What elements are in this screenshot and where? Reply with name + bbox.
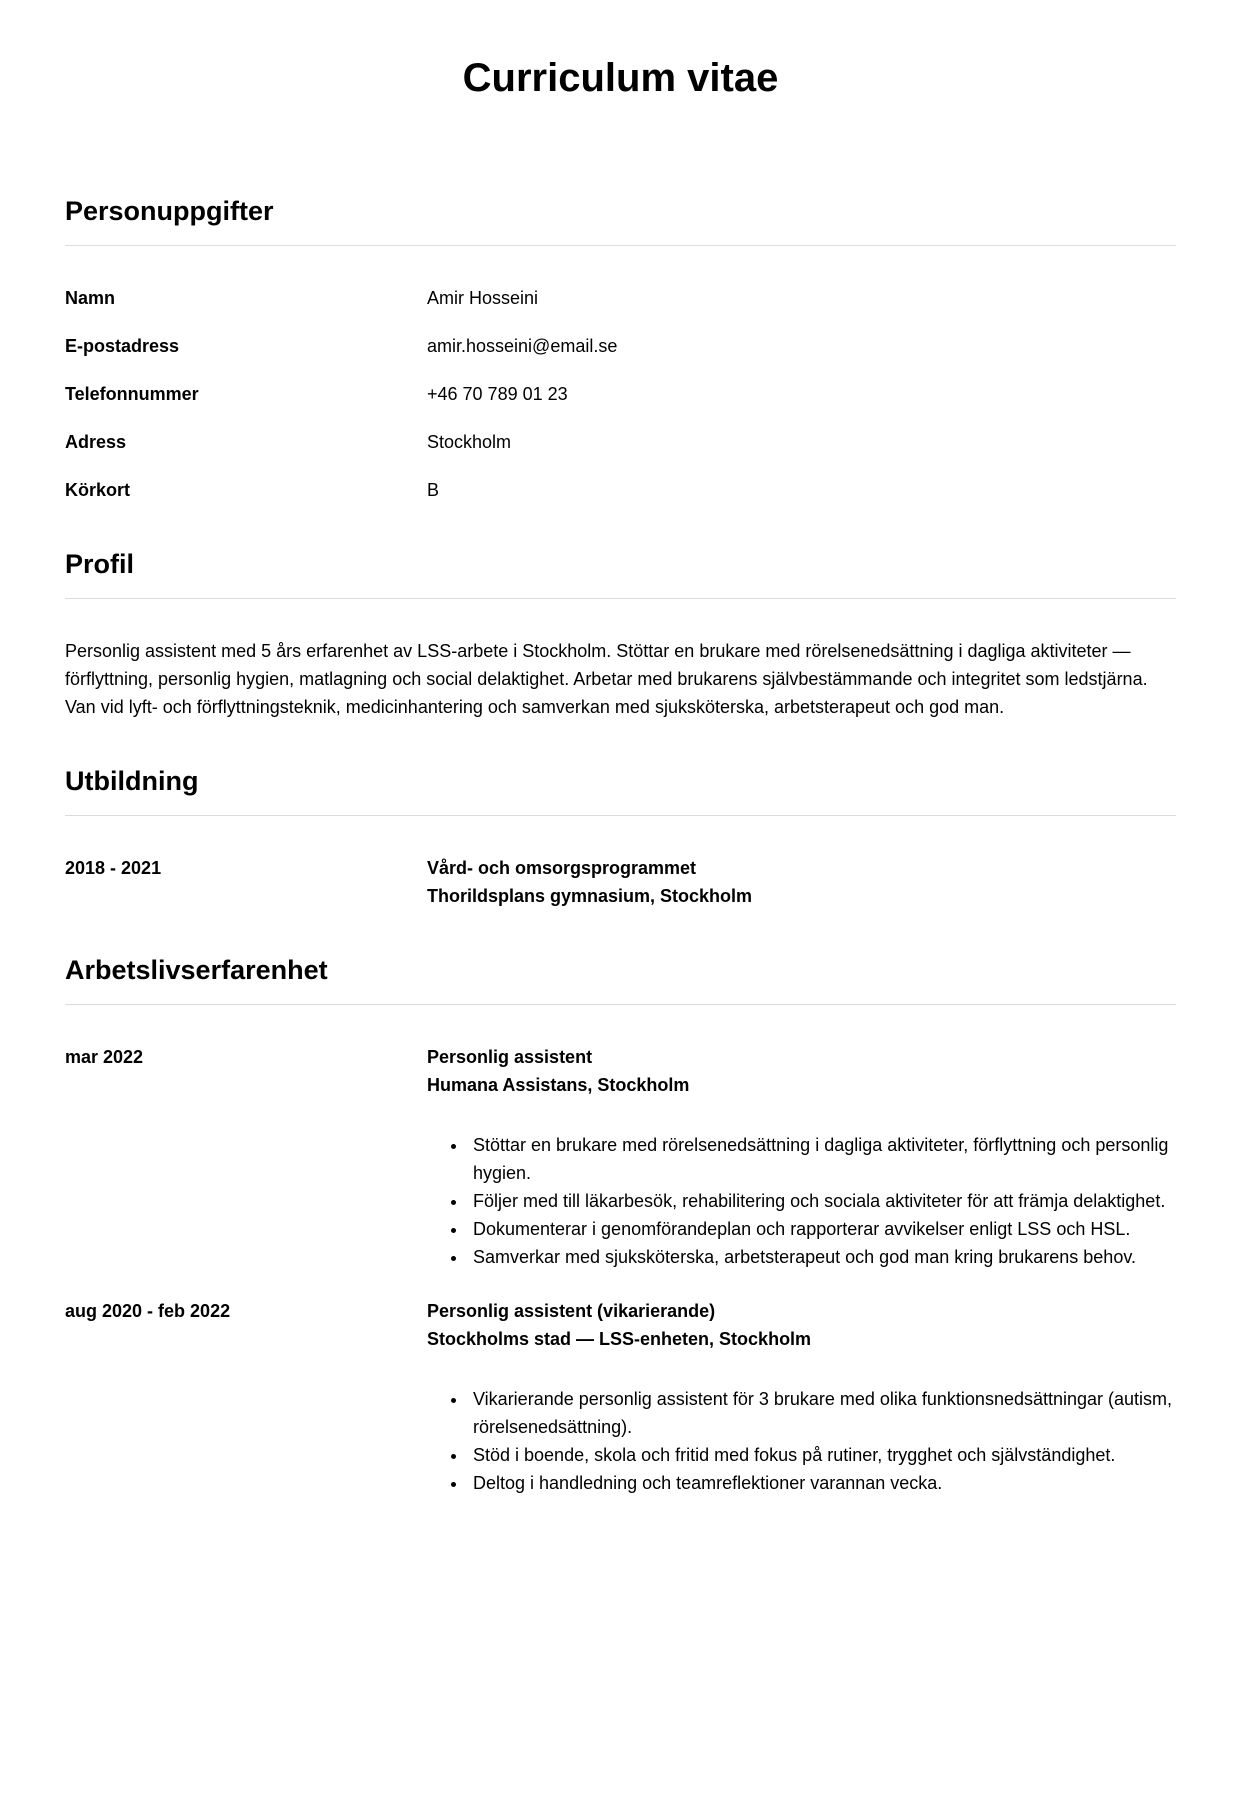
section-arbetslivserfarenhet — [65, 955, 1176, 1497]
field-value-korkort: B — [427, 480, 440, 500]
field-value-adress: Stockholm — [427, 432, 512, 452]
education-entry-period: 2018 - 2021 — [65, 858, 162, 878]
personal-row-epostadress — [65, 332, 1176, 360]
bullet-item: • Följer med till läkarbesök, rehabilitering och sociala aktiviteter för att främja delaktighet. — [468, 1187, 1176, 1215]
field-value-telefonnummer: +46 70 789 01 23 — [427, 384, 568, 404]
experience-entry-2-period: aug 2020 - feb 2022 — [65, 1301, 231, 1321]
experience-entry-2-title: Personlig assistent (vikarierande) — [427, 1301, 716, 1321]
personal-section-body — [65, 246, 1176, 504]
experience-section-heading: Arbetslivserfarenhet — [65, 955, 1176, 1005]
bullet-item: • Stöttar en brukare med rörelsenedsättning i dagliga aktiviteter, förflyttning och personlig hygien. — [468, 1131, 1176, 1187]
education-entry-main — [427, 854, 1176, 910]
bullet-item: • Deltog i handledning och teamreflektioner varannan vecka. — [468, 1469, 1176, 1497]
cv-document — [0, 55, 1241, 1497]
education-section-body — [65, 816, 1176, 910]
experience-section-body — [65, 1005, 1176, 1497]
bullet-item: • Samverkar med sjuksköterska, arbetsterapeut och god man kring brukarens behov. — [468, 1243, 1176, 1271]
personal-section-heading: Personuppgifter — [65, 196, 1176, 246]
experience-entry-2-bullets — [427, 1385, 1176, 1497]
field-label-adress: Adress — [65, 432, 127, 452]
section-personuppgifter — [65, 196, 1176, 504]
education-entry-title: Vård- och omsorgsprogrammet — [427, 858, 697, 878]
experience-entry-1-title: Personlig assistent — [427, 1047, 593, 1067]
experience-entry-1 — [65, 1043, 1176, 1271]
section-utbildning — [65, 766, 1176, 910]
experience-entry-2-main — [427, 1297, 1176, 1497]
experience-entry-1-period: mar 2022 — [65, 1047, 144, 1067]
profile-text: Personlig assistent med 5 års erfarenhet av LSS-arbete i Stockholm. Stöttar en brukare med rörelsenedsättning i dagliga aktiviteter — förflyttning, personlig hygien, matlagning och social delaktighet. Arbetar med brukarens självbestämmande och integritet som ledstjärna. Van vid lyft- och förflyttningsteknik, medicinhantering och samverkan med sjuksköterska, arbetsterapeut och god man. — [65, 641, 1148, 717]
personal-row-telefonnummer — [65, 380, 1176, 408]
field-label-namn: Namn — [65, 288, 116, 308]
education-section-heading: Utbildning — [65, 766, 1176, 816]
personal-row-korkort — [65, 476, 1176, 504]
profile-section-body — [65, 599, 1176, 721]
field-value-epostadress: amir.hosseini@email.se — [427, 336, 618, 356]
page-title: Curriculum vitae — [462, 56, 779, 100]
field-label-epostadress: E-postadress — [65, 336, 180, 356]
bullet-item: • Stöd i boende, skola och fritid med fokus på rutiner, trygghet och självständighet. — [468, 1441, 1176, 1469]
personal-row-namn — [65, 284, 1176, 312]
field-label-telefonnummer: Telefonnummer — [65, 384, 199, 404]
experience-entry-1-main — [427, 1043, 1176, 1271]
education-entry — [65, 854, 1176, 910]
profile-section-heading: Profil — [65, 549, 1176, 599]
field-label-korkort: Körkort — [65, 480, 131, 500]
section-profil — [65, 549, 1176, 721]
field-value-namn: Amir Hosseini — [427, 288, 539, 308]
experience-entry-1-bullets — [427, 1131, 1176, 1271]
experience-entry-2-subtitle: Stockholms stad — LSS-enheten, Stockholm — [427, 1329, 812, 1349]
bullet-item: • Dokumenterar i genomförandeplan och rapporterar avvikelser enligt LSS och HSL. — [468, 1215, 1176, 1243]
experience-entry-1-subtitle: Humana Assistans, Stockholm — [427, 1075, 690, 1095]
education-entry-subtitle: Thorildsplans gymnasium, Stockholm — [427, 886, 753, 906]
experience-entry-2 — [65, 1297, 1176, 1497]
personal-row-adress — [65, 428, 1176, 456]
bullet-item: • Vikarierande personlig assistent för 3 brukare med olika funktionsnedsättningar (autism, rörelsenedsättning). — [468, 1385, 1176, 1441]
